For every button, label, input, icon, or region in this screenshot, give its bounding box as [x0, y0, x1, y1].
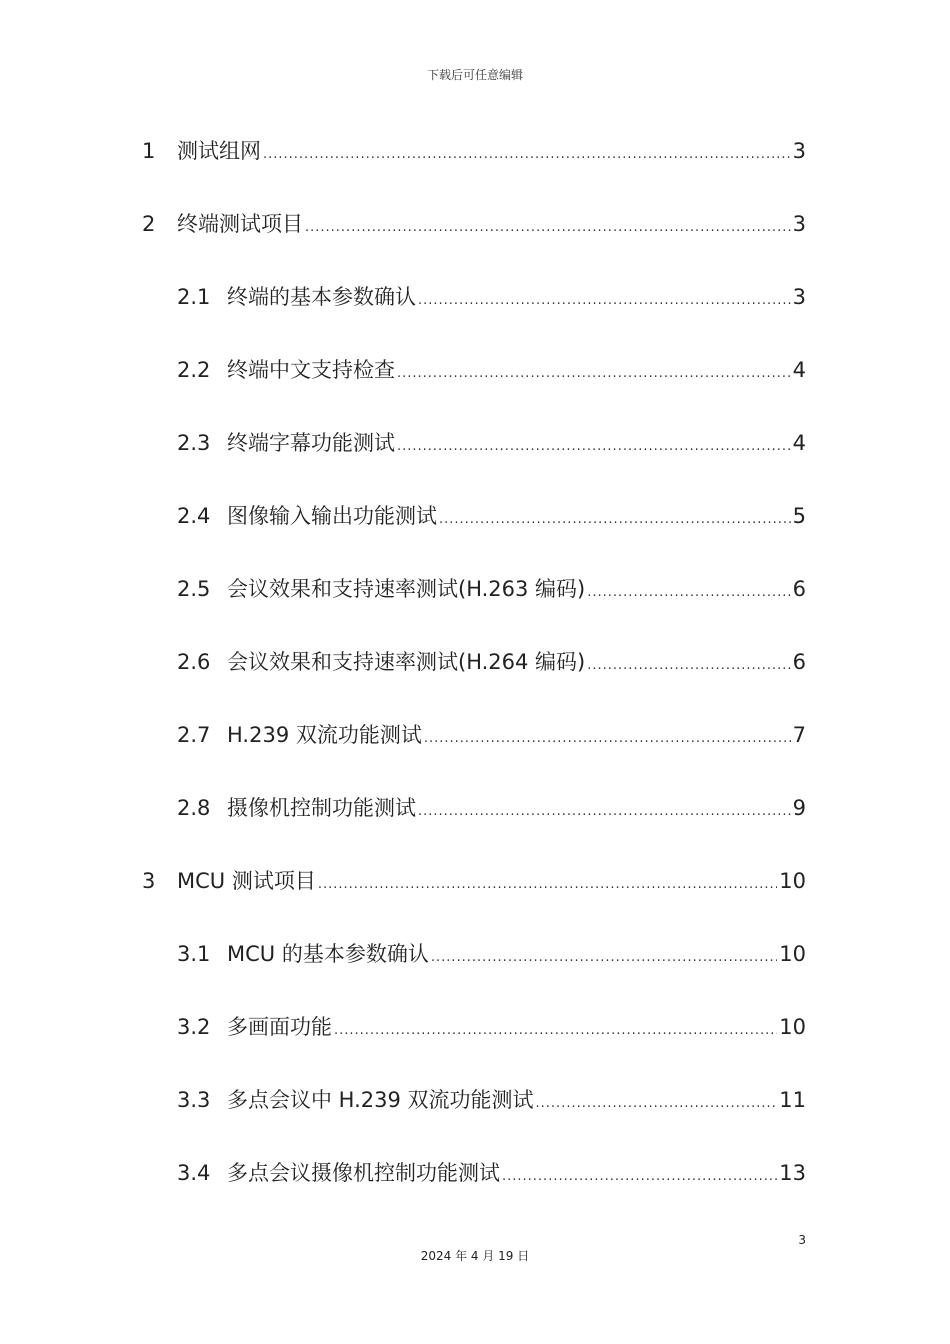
toc-title: 摄像机控制功能测试 [227, 796, 416, 820]
dot-leader [418, 293, 791, 308]
dot-leader [397, 439, 791, 454]
toc-page: 9 [792, 796, 806, 820]
toc-page: 6 [792, 650, 806, 674]
toc-entry[interactable] [177, 1084, 806, 1114]
dot-leader [418, 804, 791, 819]
toc-number: 2 [142, 212, 156, 236]
toc-number: 2.8 [177, 796, 211, 820]
toc-number: 2.6 [177, 650, 211, 674]
toc-entry[interactable] [177, 646, 806, 676]
dot-leader [587, 658, 790, 673]
toc-entry[interactable] [177, 354, 806, 384]
toc-number: 3.4 [177, 1161, 211, 1185]
toc-page: 13 [779, 1161, 806, 1185]
dot-leader [431, 950, 777, 965]
toc-number: 2.1 [177, 285, 211, 309]
toc-page: 4 [792, 358, 806, 382]
toc-title: 终端的基本参数确认 [227, 285, 416, 309]
dot-leader [439, 512, 791, 527]
toc-entry[interactable] [177, 427, 806, 457]
toc-page: 3 [792, 285, 806, 309]
toc-title: 测试组网 [177, 139, 261, 163]
toc-entry[interactable] [177, 792, 806, 822]
toc-title: 会议效果和支持速率测试(H.263 编码) [227, 577, 586, 601]
toc-number: 3.3 [177, 1088, 211, 1112]
dot-leader [263, 147, 791, 162]
toc-number: 2.7 [177, 723, 211, 747]
toc-number: 2.4 [177, 504, 211, 528]
toc-number: 3.2 [177, 1015, 211, 1039]
toc-page: 3 [792, 139, 806, 163]
toc-number: 3.1 [177, 942, 211, 966]
toc-page: 6 [792, 577, 806, 601]
toc-entry[interactable] [177, 719, 806, 749]
toc-title: 终端字幕功能测试 [227, 431, 395, 455]
toc-entry[interactable] [142, 135, 806, 165]
toc-page: 5 [792, 504, 806, 528]
toc-page: 10 [779, 1015, 806, 1039]
toc-entry[interactable] [177, 1157, 806, 1187]
toc-number: 2.3 [177, 431, 211, 455]
toc-entry[interactable] [177, 500, 806, 530]
toc-entry[interactable] [177, 281, 806, 311]
dot-leader [536, 1096, 778, 1111]
toc-number: 2.5 [177, 577, 211, 601]
footer-date: 2024 年 4 月 19 日 [420, 1249, 530, 1263]
toc-page: 11 [779, 1088, 806, 1112]
toc-title: 会议效果和支持速率测试(H.264 编码) [227, 650, 586, 674]
dot-leader [502, 1169, 777, 1184]
toc-entry[interactable] [177, 938, 806, 968]
toc-title: MCU 测试项目 [177, 869, 316, 893]
dot-leader [305, 220, 791, 235]
toc-page: 10 [779, 942, 806, 966]
toc-title: H.239 双流功能测试 [227, 723, 422, 747]
dot-leader [587, 585, 790, 600]
page-number: 3 [798, 1233, 806, 1247]
toc-entry[interactable] [142, 208, 806, 238]
dot-leader [424, 731, 791, 746]
toc-number: 3 [142, 869, 156, 893]
page-header: 下载后可任意编辑 [426, 68, 523, 82]
toc-title: 图像输入输出功能测试 [227, 504, 437, 528]
toc-page: 3 [792, 212, 806, 236]
toc-title: 终端测试项目 [177, 212, 303, 236]
toc-number: 1 [142, 139, 156, 163]
dot-leader [318, 877, 777, 892]
toc-page: 7 [792, 723, 806, 747]
toc-page: 10 [779, 869, 806, 893]
toc-page: 4 [792, 431, 806, 455]
toc-entry[interactable] [142, 865, 806, 895]
dot-leader [397, 366, 791, 381]
toc-title: MCU 的基本参数确认 [227, 942, 429, 966]
toc-number: 2.2 [177, 358, 211, 382]
toc-title: 多点会议摄像机控制功能测试 [227, 1161, 500, 1185]
toc-title: 多点会议中 H.239 双流功能测试 [227, 1088, 534, 1112]
toc-title: 多画面功能 [227, 1015, 332, 1039]
dot-leader [334, 1023, 777, 1038]
toc-entry[interactable] [177, 1011, 806, 1041]
toc-title: 终端中文支持检查 [227, 358, 395, 382]
toc-entry[interactable] [177, 573, 806, 603]
